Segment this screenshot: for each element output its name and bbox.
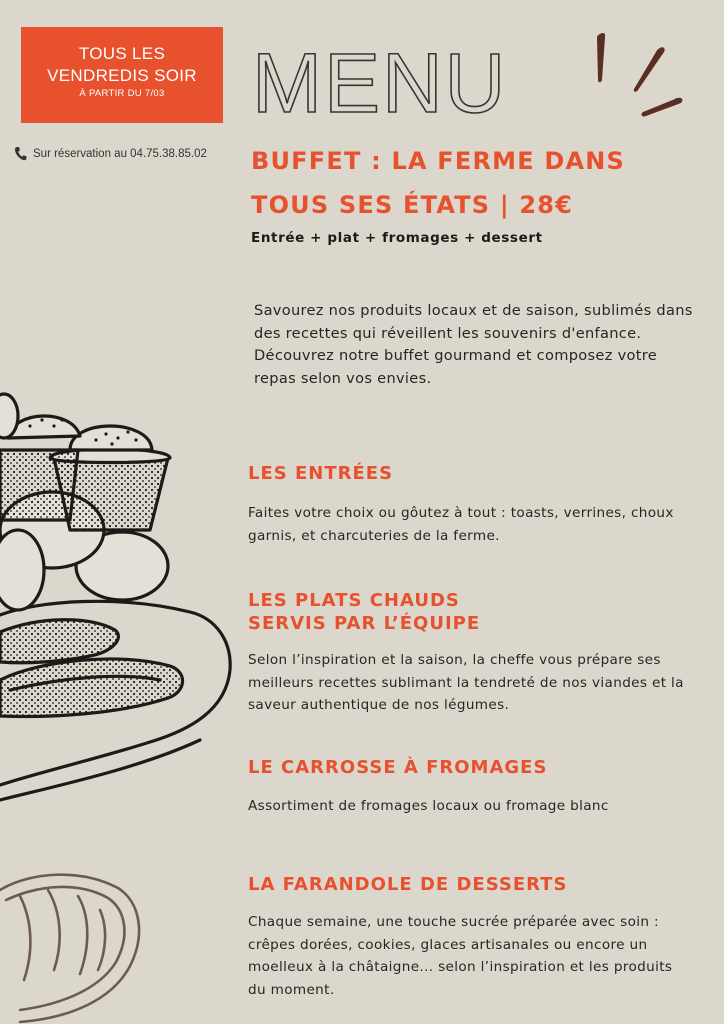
reservation-info	[14, 146, 207, 161]
pastries-board-illustration	[0, 380, 240, 820]
section-text: Chaque semaine, une touche sucrée préparée avec soin : crêpes dorées, cookies, glaces artisanales ou encore un moelleux à la châtaigne... selon l’inspiration et les produits du moment.	[248, 914, 673, 998]
badge-line-3: À PARTIR DU 7/03	[79, 88, 165, 99]
section-title: LA FARANDOLE DE DESSERTS	[248, 874, 568, 895]
section-title-line-2: SERVIS PAR L’ÉQUIPE	[248, 613, 481, 634]
schedule-badge	[21, 27, 223, 123]
page-title: MENU	[252, 36, 508, 130]
buffet-title-line-2: TOUS SES ÉTATS | 28€	[251, 191, 574, 219]
section-title	[248, 589, 688, 635]
reservation-text: Sur réservation au 04.75.38.85.02	[33, 147, 207, 160]
buffet-title-line-1: BUFFET : LA FERME DANS	[251, 147, 626, 175]
bread-loaf-illustration	[0, 870, 150, 1024]
phone-icon	[14, 146, 27, 161]
section-title: LES ENTRÉES	[248, 463, 394, 484]
buffet-intro: Savourez nos produits locaux et de saison, sublimés dans des recettes qui réveillent les souvenirs d'enfance. Découvrez notre buffet gourmand et composez votre repas selon vos envies.	[254, 302, 693, 387]
section-fromages	[248, 756, 688, 818]
section-desserts	[248, 873, 688, 1001]
buffet-subtitle: Entrée + plat + fromages + dessert	[251, 230, 543, 246]
buffet-title	[251, 139, 691, 227]
badge-line-2: VENDREDIS SOIR	[47, 66, 197, 85]
section-title-line-1: LES PLATS CHAUDS	[248, 590, 460, 611]
section-plats-chauds	[248, 589, 688, 717]
section-title: LE CARROSSE À FROMAGES	[248, 757, 548, 778]
badge-line-1: TOUS LES	[78, 44, 166, 63]
section-text: Assortiment de fromages locaux ou fromage blanc	[248, 798, 609, 814]
section-text: Faites votre choix ou gôutez à tout : toasts, verrines, choux garnis, et charcuteries de la ferme.	[248, 505, 674, 544]
brush-strokes-decoration	[586, 28, 696, 124]
section-text: Selon l’inspiration et la saison, la cheffe vous prépare ses meilleurs recettes sublimant la tendreté de nos viandes et la saveur authentique de nos légumes.	[248, 652, 684, 713]
section-entrees	[248, 462, 688, 547]
